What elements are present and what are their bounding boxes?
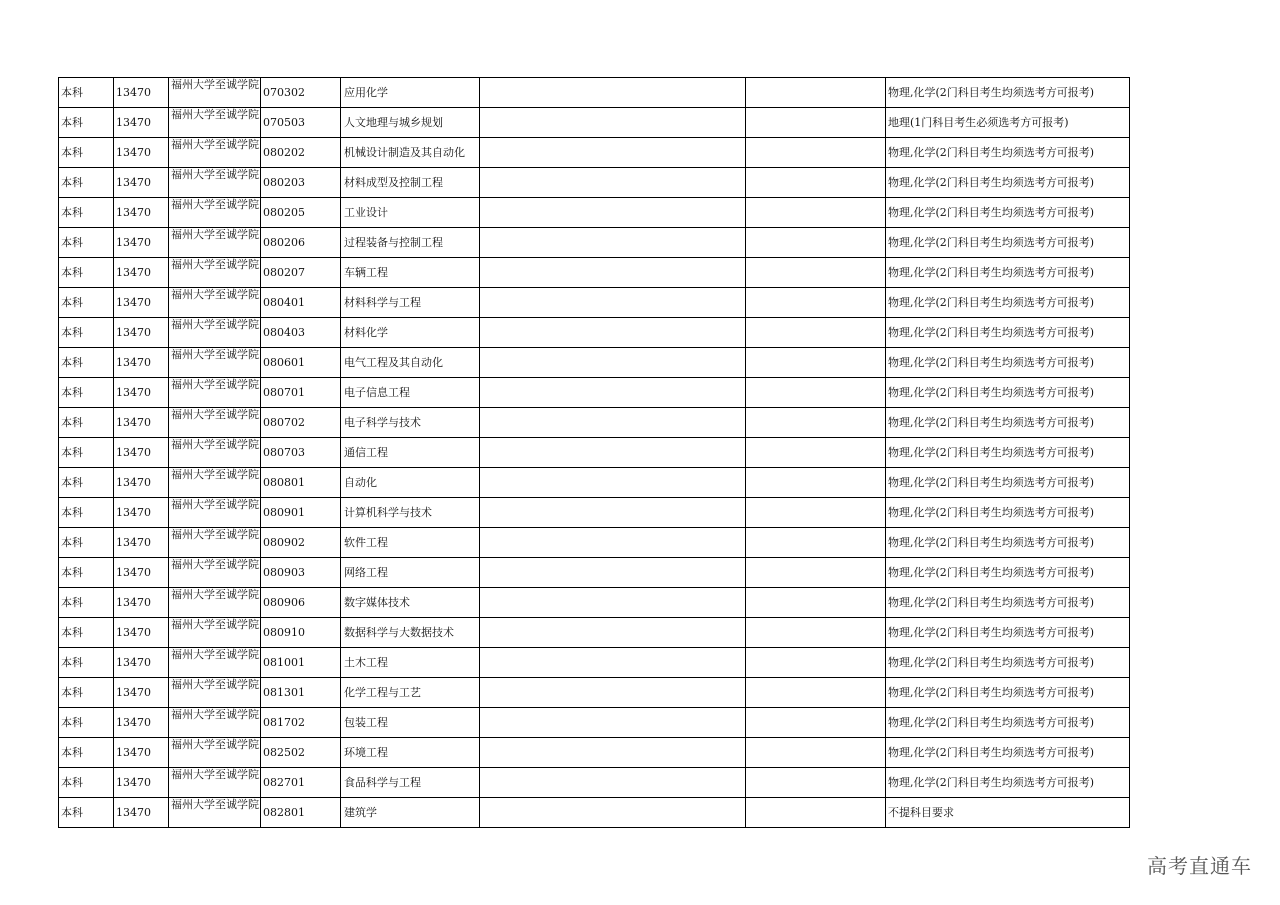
major-name-cell: 数字媒体技术 bbox=[341, 588, 480, 618]
school-code-cell: 13470 bbox=[114, 588, 169, 618]
major-code-cell: 080401 bbox=[261, 288, 341, 318]
major-name-cell: 包装工程 bbox=[341, 708, 480, 738]
school-name-cell: 福州大学至诚学院 bbox=[169, 108, 261, 138]
blank-cell bbox=[746, 618, 886, 648]
school-name-cell: 福州大学至诚学院 bbox=[169, 588, 261, 618]
blank-cell bbox=[480, 468, 746, 498]
school-code-cell: 13470 bbox=[114, 438, 169, 468]
level-cell: 本科 bbox=[59, 438, 114, 468]
subject-requirement-cell: 物理,化学(2门科目考生均须选考方可报考) bbox=[886, 138, 1130, 168]
level-cell: 本科 bbox=[59, 348, 114, 378]
school-code-cell: 13470 bbox=[114, 348, 169, 378]
blank-cell bbox=[746, 678, 886, 708]
major-name-cell: 材料科学与工程 bbox=[341, 288, 480, 318]
table-row bbox=[59, 768, 1130, 798]
school-name-cell: 福州大学至诚学院 bbox=[169, 498, 261, 528]
major-code-cell: 082801 bbox=[261, 798, 341, 828]
major-name-cell: 化学工程与工艺 bbox=[341, 678, 480, 708]
level-cell: 本科 bbox=[59, 168, 114, 198]
blank-cell bbox=[480, 678, 746, 708]
table-row bbox=[59, 648, 1130, 678]
table-row bbox=[59, 618, 1130, 648]
subject-requirement-cell: 物理,化学(2门科目考生均须选考方可报考) bbox=[886, 528, 1130, 558]
major-code-cell: 080206 bbox=[261, 228, 341, 258]
table-row bbox=[59, 738, 1130, 768]
level-cell: 本科 bbox=[59, 558, 114, 588]
major-name-cell: 建筑学 bbox=[341, 798, 480, 828]
school-code-cell: 13470 bbox=[114, 318, 169, 348]
level-cell: 本科 bbox=[59, 258, 114, 288]
school-code-cell: 13470 bbox=[114, 408, 169, 438]
table-row bbox=[59, 558, 1130, 588]
school-name-cell: 福州大学至诚学院 bbox=[169, 408, 261, 438]
table-row bbox=[59, 288, 1130, 318]
blank-cell bbox=[746, 408, 886, 438]
subject-requirement-cell: 物理,化学(2门科目考生均须选考方可报考) bbox=[886, 378, 1130, 408]
level-cell: 本科 bbox=[59, 108, 114, 138]
school-name-cell: 福州大学至诚学院 bbox=[169, 348, 261, 378]
major-name-cell: 材料成型及控制工程 bbox=[341, 168, 480, 198]
major-code-cell: 080701 bbox=[261, 378, 341, 408]
watermark-text: 高考直通车 bbox=[1147, 854, 1252, 878]
table-row bbox=[59, 78, 1130, 108]
blank-cell bbox=[746, 528, 886, 558]
level-cell: 本科 bbox=[59, 618, 114, 648]
table-row bbox=[59, 708, 1130, 738]
blank-cell bbox=[746, 498, 886, 528]
subject-requirement-cell: 物理,化学(2门科目考生均须选考方可报考) bbox=[886, 198, 1130, 228]
blank-cell bbox=[480, 588, 746, 618]
school-code-cell: 13470 bbox=[114, 138, 169, 168]
table-row bbox=[59, 348, 1130, 378]
school-code-cell: 13470 bbox=[114, 78, 169, 108]
level-cell: 本科 bbox=[59, 138, 114, 168]
subject-requirement-cell: 物理,化学(2门科目考生均须选考方可报考) bbox=[886, 648, 1130, 678]
major-code-cell: 080205 bbox=[261, 198, 341, 228]
school-name-cell: 福州大学至诚学院 bbox=[169, 768, 261, 798]
subject-requirement-cell: 物理,化学(2门科目考生均须选考方可报考) bbox=[886, 228, 1130, 258]
blank-cell bbox=[746, 228, 886, 258]
major-code-cell: 081702 bbox=[261, 708, 341, 738]
blank-cell bbox=[480, 738, 746, 768]
blank-cell bbox=[480, 138, 746, 168]
school-name-cell: 福州大学至诚学院 bbox=[169, 78, 261, 108]
subject-requirement-cell: 物理,化学(2门科目考生均须选考方可报考) bbox=[886, 348, 1130, 378]
subject-requirement-cell: 物理,化学(2门科目考生均须选考方可报考) bbox=[886, 438, 1130, 468]
subject-requirement-cell: 物理,化学(2门科目考生均须选考方可报考) bbox=[886, 588, 1130, 618]
level-cell: 本科 bbox=[59, 228, 114, 258]
school-name-cell: 福州大学至诚学院 bbox=[169, 678, 261, 708]
major-name-cell: 电子科学与技术 bbox=[341, 408, 480, 438]
blank-cell bbox=[480, 708, 746, 738]
school-code-cell: 13470 bbox=[114, 618, 169, 648]
school-code-cell: 13470 bbox=[114, 528, 169, 558]
major-name-cell: 工业设计 bbox=[341, 198, 480, 228]
major-name-cell: 应用化学 bbox=[341, 78, 480, 108]
level-cell: 本科 bbox=[59, 528, 114, 558]
school-name-cell: 福州大学至诚学院 bbox=[169, 708, 261, 738]
table-row bbox=[59, 318, 1130, 348]
school-code-cell: 13470 bbox=[114, 378, 169, 408]
table-row bbox=[59, 258, 1130, 288]
table-row bbox=[59, 228, 1130, 258]
subject-requirement-cell: 物理,化学(2门科目考生均须选考方可报考) bbox=[886, 498, 1130, 528]
subject-requirement-cell: 物理,化学(2门科目考生均须选考方可报考) bbox=[886, 618, 1130, 648]
major-code-cell: 081001 bbox=[261, 648, 341, 678]
school-code-cell: 13470 bbox=[114, 228, 169, 258]
table-body bbox=[59, 78, 1130, 828]
table-row bbox=[59, 138, 1130, 168]
school-code-cell: 13470 bbox=[114, 198, 169, 228]
blank-cell bbox=[746, 378, 886, 408]
blank-cell bbox=[746, 138, 886, 168]
level-cell: 本科 bbox=[59, 678, 114, 708]
subject-requirement-cell: 地理(1门科目考生必须选考方可报考) bbox=[886, 108, 1130, 138]
blank-cell bbox=[480, 798, 746, 828]
blank-cell bbox=[746, 318, 886, 348]
blank-cell bbox=[746, 168, 886, 198]
major-code-cell: 080207 bbox=[261, 258, 341, 288]
level-cell: 本科 bbox=[59, 408, 114, 438]
major-code-cell: 081301 bbox=[261, 678, 341, 708]
level-cell: 本科 bbox=[59, 648, 114, 678]
blank-cell bbox=[746, 288, 886, 318]
school-name-cell: 福州大学至诚学院 bbox=[169, 738, 261, 768]
school-code-cell: 13470 bbox=[114, 558, 169, 588]
table-row bbox=[59, 438, 1130, 468]
blank-cell bbox=[480, 558, 746, 588]
school-code-cell: 13470 bbox=[114, 648, 169, 678]
subject-requirement-cell: 物理,化学(2门科目考生均须选考方可报考) bbox=[886, 318, 1130, 348]
subject-requirement-cell: 物理,化学(2门科目考生均须选考方可报考) bbox=[886, 738, 1130, 768]
school-code-cell: 13470 bbox=[114, 798, 169, 828]
school-name-cell: 福州大学至诚学院 bbox=[169, 558, 261, 588]
major-code-cell: 082701 bbox=[261, 768, 341, 798]
major-code-cell: 080203 bbox=[261, 168, 341, 198]
level-cell: 本科 bbox=[59, 798, 114, 828]
subject-requirement-cell: 物理,化学(2门科目考生均须选考方可报考) bbox=[886, 768, 1130, 798]
major-name-cell: 土木工程 bbox=[341, 648, 480, 678]
major-code-cell: 080906 bbox=[261, 588, 341, 618]
subject-requirements-table bbox=[58, 77, 1130, 828]
subject-requirement-cell: 物理,化学(2门科目考生均须选考方可报考) bbox=[886, 78, 1130, 108]
subject-requirement-cell: 物理,化学(2门科目考生均须选考方可报考) bbox=[886, 288, 1130, 318]
school-name-cell: 福州大学至诚学院 bbox=[169, 618, 261, 648]
subject-requirement-cell: 物理,化学(2门科目考生均须选考方可报考) bbox=[886, 708, 1130, 738]
level-cell: 本科 bbox=[59, 708, 114, 738]
blank-cell bbox=[480, 408, 746, 438]
blank-cell bbox=[746, 558, 886, 588]
school-name-cell: 福州大学至诚学院 bbox=[169, 258, 261, 288]
blank-cell bbox=[746, 738, 886, 768]
table-row bbox=[59, 798, 1130, 828]
blank-cell bbox=[746, 78, 886, 108]
subject-requirement-cell: 物理,化学(2门科目考生均须选考方可报考) bbox=[886, 258, 1130, 288]
table-row bbox=[59, 198, 1130, 228]
school-name-cell: 福州大学至诚学院 bbox=[169, 798, 261, 828]
level-cell: 本科 bbox=[59, 78, 114, 108]
level-cell: 本科 bbox=[59, 738, 114, 768]
school-code-cell: 13470 bbox=[114, 168, 169, 198]
school-name-cell: 福州大学至诚学院 bbox=[169, 378, 261, 408]
school-name-cell: 福州大学至诚学院 bbox=[169, 228, 261, 258]
subject-requirement-cell: 物理,化学(2门科目考生均须选考方可报考) bbox=[886, 558, 1130, 588]
major-code-cell: 070503 bbox=[261, 108, 341, 138]
blank-cell bbox=[480, 78, 746, 108]
blank-cell bbox=[480, 768, 746, 798]
level-cell: 本科 bbox=[59, 198, 114, 228]
school-name-cell: 福州大学至诚学院 bbox=[169, 288, 261, 318]
blank-cell bbox=[480, 288, 746, 318]
table-row bbox=[59, 678, 1130, 708]
major-name-cell: 数据科学与大数据技术 bbox=[341, 618, 480, 648]
major-code-cell: 070302 bbox=[261, 78, 341, 108]
major-code-cell: 080601 bbox=[261, 348, 341, 378]
major-code-cell: 080902 bbox=[261, 528, 341, 558]
major-code-cell: 080910 bbox=[261, 618, 341, 648]
blank-cell bbox=[480, 378, 746, 408]
major-name-cell: 机械设计制造及其自动化 bbox=[341, 138, 480, 168]
school-code-cell: 13470 bbox=[114, 108, 169, 138]
major-code-cell: 082502 bbox=[261, 738, 341, 768]
school-name-cell: 福州大学至诚学院 bbox=[169, 528, 261, 558]
major-name-cell: 电气工程及其自动化 bbox=[341, 348, 480, 378]
blank-cell bbox=[746, 708, 886, 738]
level-cell: 本科 bbox=[59, 468, 114, 498]
blank-cell bbox=[480, 198, 746, 228]
school-code-cell: 13470 bbox=[114, 258, 169, 288]
major-name-cell: 人文地理与城乡规划 bbox=[341, 108, 480, 138]
level-cell: 本科 bbox=[59, 768, 114, 798]
school-name-cell: 福州大学至诚学院 bbox=[169, 648, 261, 678]
blank-cell bbox=[480, 258, 746, 288]
table-row bbox=[59, 588, 1130, 618]
subject-requirement-cell: 物理,化学(2门科目考生均须选考方可报考) bbox=[886, 168, 1130, 198]
blank-cell bbox=[480, 528, 746, 558]
subject-requirement-cell: 物理,化学(2门科目考生均须选考方可报考) bbox=[886, 408, 1130, 438]
table-row bbox=[59, 168, 1130, 198]
blank-cell bbox=[746, 768, 886, 798]
major-code-cell: 080703 bbox=[261, 438, 341, 468]
blank-cell bbox=[480, 168, 746, 198]
table-row bbox=[59, 378, 1130, 408]
level-cell: 本科 bbox=[59, 318, 114, 348]
table-row bbox=[59, 528, 1130, 558]
level-cell: 本科 bbox=[59, 288, 114, 318]
blank-cell bbox=[480, 438, 746, 468]
major-name-cell: 网络工程 bbox=[341, 558, 480, 588]
blank-cell bbox=[746, 468, 886, 498]
school-name-cell: 福州大学至诚学院 bbox=[169, 468, 261, 498]
major-code-cell: 080903 bbox=[261, 558, 341, 588]
blank-cell bbox=[480, 108, 746, 138]
school-code-cell: 13470 bbox=[114, 468, 169, 498]
major-name-cell: 材料化学 bbox=[341, 318, 480, 348]
blank-cell bbox=[746, 258, 886, 288]
major-code-cell: 080801 bbox=[261, 468, 341, 498]
school-code-cell: 13470 bbox=[114, 498, 169, 528]
major-name-cell: 食品科学与工程 bbox=[341, 768, 480, 798]
school-name-cell: 福州大学至诚学院 bbox=[169, 168, 261, 198]
subject-requirement-cell: 物理,化学(2门科目考生均须选考方可报考) bbox=[886, 468, 1130, 498]
blank-cell bbox=[746, 588, 886, 618]
major-code-cell: 080202 bbox=[261, 138, 341, 168]
blank-cell bbox=[480, 318, 746, 348]
table-row bbox=[59, 108, 1130, 138]
major-name-cell: 车辆工程 bbox=[341, 258, 480, 288]
school-name-cell: 福州大学至诚学院 bbox=[169, 138, 261, 168]
major-name-cell: 通信工程 bbox=[341, 438, 480, 468]
major-name-cell: 环境工程 bbox=[341, 738, 480, 768]
school-code-cell: 13470 bbox=[114, 738, 169, 768]
school-code-cell: 13470 bbox=[114, 768, 169, 798]
level-cell: 本科 bbox=[59, 588, 114, 618]
blank-cell bbox=[480, 498, 746, 528]
level-cell: 本科 bbox=[59, 378, 114, 408]
major-name-cell: 软件工程 bbox=[341, 528, 480, 558]
table-row bbox=[59, 498, 1130, 528]
level-cell: 本科 bbox=[59, 498, 114, 528]
blank-cell bbox=[480, 648, 746, 678]
subject-requirement-cell: 不提科目要求 bbox=[886, 798, 1130, 828]
major-code-cell: 080403 bbox=[261, 318, 341, 348]
table-row bbox=[59, 408, 1130, 438]
blank-cell bbox=[480, 618, 746, 648]
school-code-cell: 13470 bbox=[114, 678, 169, 708]
blank-cell bbox=[746, 438, 886, 468]
major-name-cell: 电子信息工程 bbox=[341, 378, 480, 408]
blank-cell bbox=[480, 348, 746, 378]
blank-cell bbox=[480, 228, 746, 258]
major-name-cell: 过程装备与控制工程 bbox=[341, 228, 480, 258]
major-code-cell: 080702 bbox=[261, 408, 341, 438]
school-code-cell: 13470 bbox=[114, 708, 169, 738]
school-name-cell: 福州大学至诚学院 bbox=[169, 438, 261, 468]
school-code-cell: 13470 bbox=[114, 288, 169, 318]
blank-cell bbox=[746, 798, 886, 828]
blank-cell bbox=[746, 108, 886, 138]
major-code-cell: 080901 bbox=[261, 498, 341, 528]
major-name-cell: 计算机科学与技术 bbox=[341, 498, 480, 528]
blank-cell bbox=[746, 198, 886, 228]
major-name-cell: 自动化 bbox=[341, 468, 480, 498]
subject-requirement-cell: 物理,化学(2门科目考生均须选考方可报考) bbox=[886, 678, 1130, 708]
blank-cell bbox=[746, 348, 886, 378]
blank-cell bbox=[746, 648, 886, 678]
school-name-cell: 福州大学至诚学院 bbox=[169, 318, 261, 348]
table-row bbox=[59, 468, 1130, 498]
school-name-cell: 福州大学至诚学院 bbox=[169, 198, 261, 228]
